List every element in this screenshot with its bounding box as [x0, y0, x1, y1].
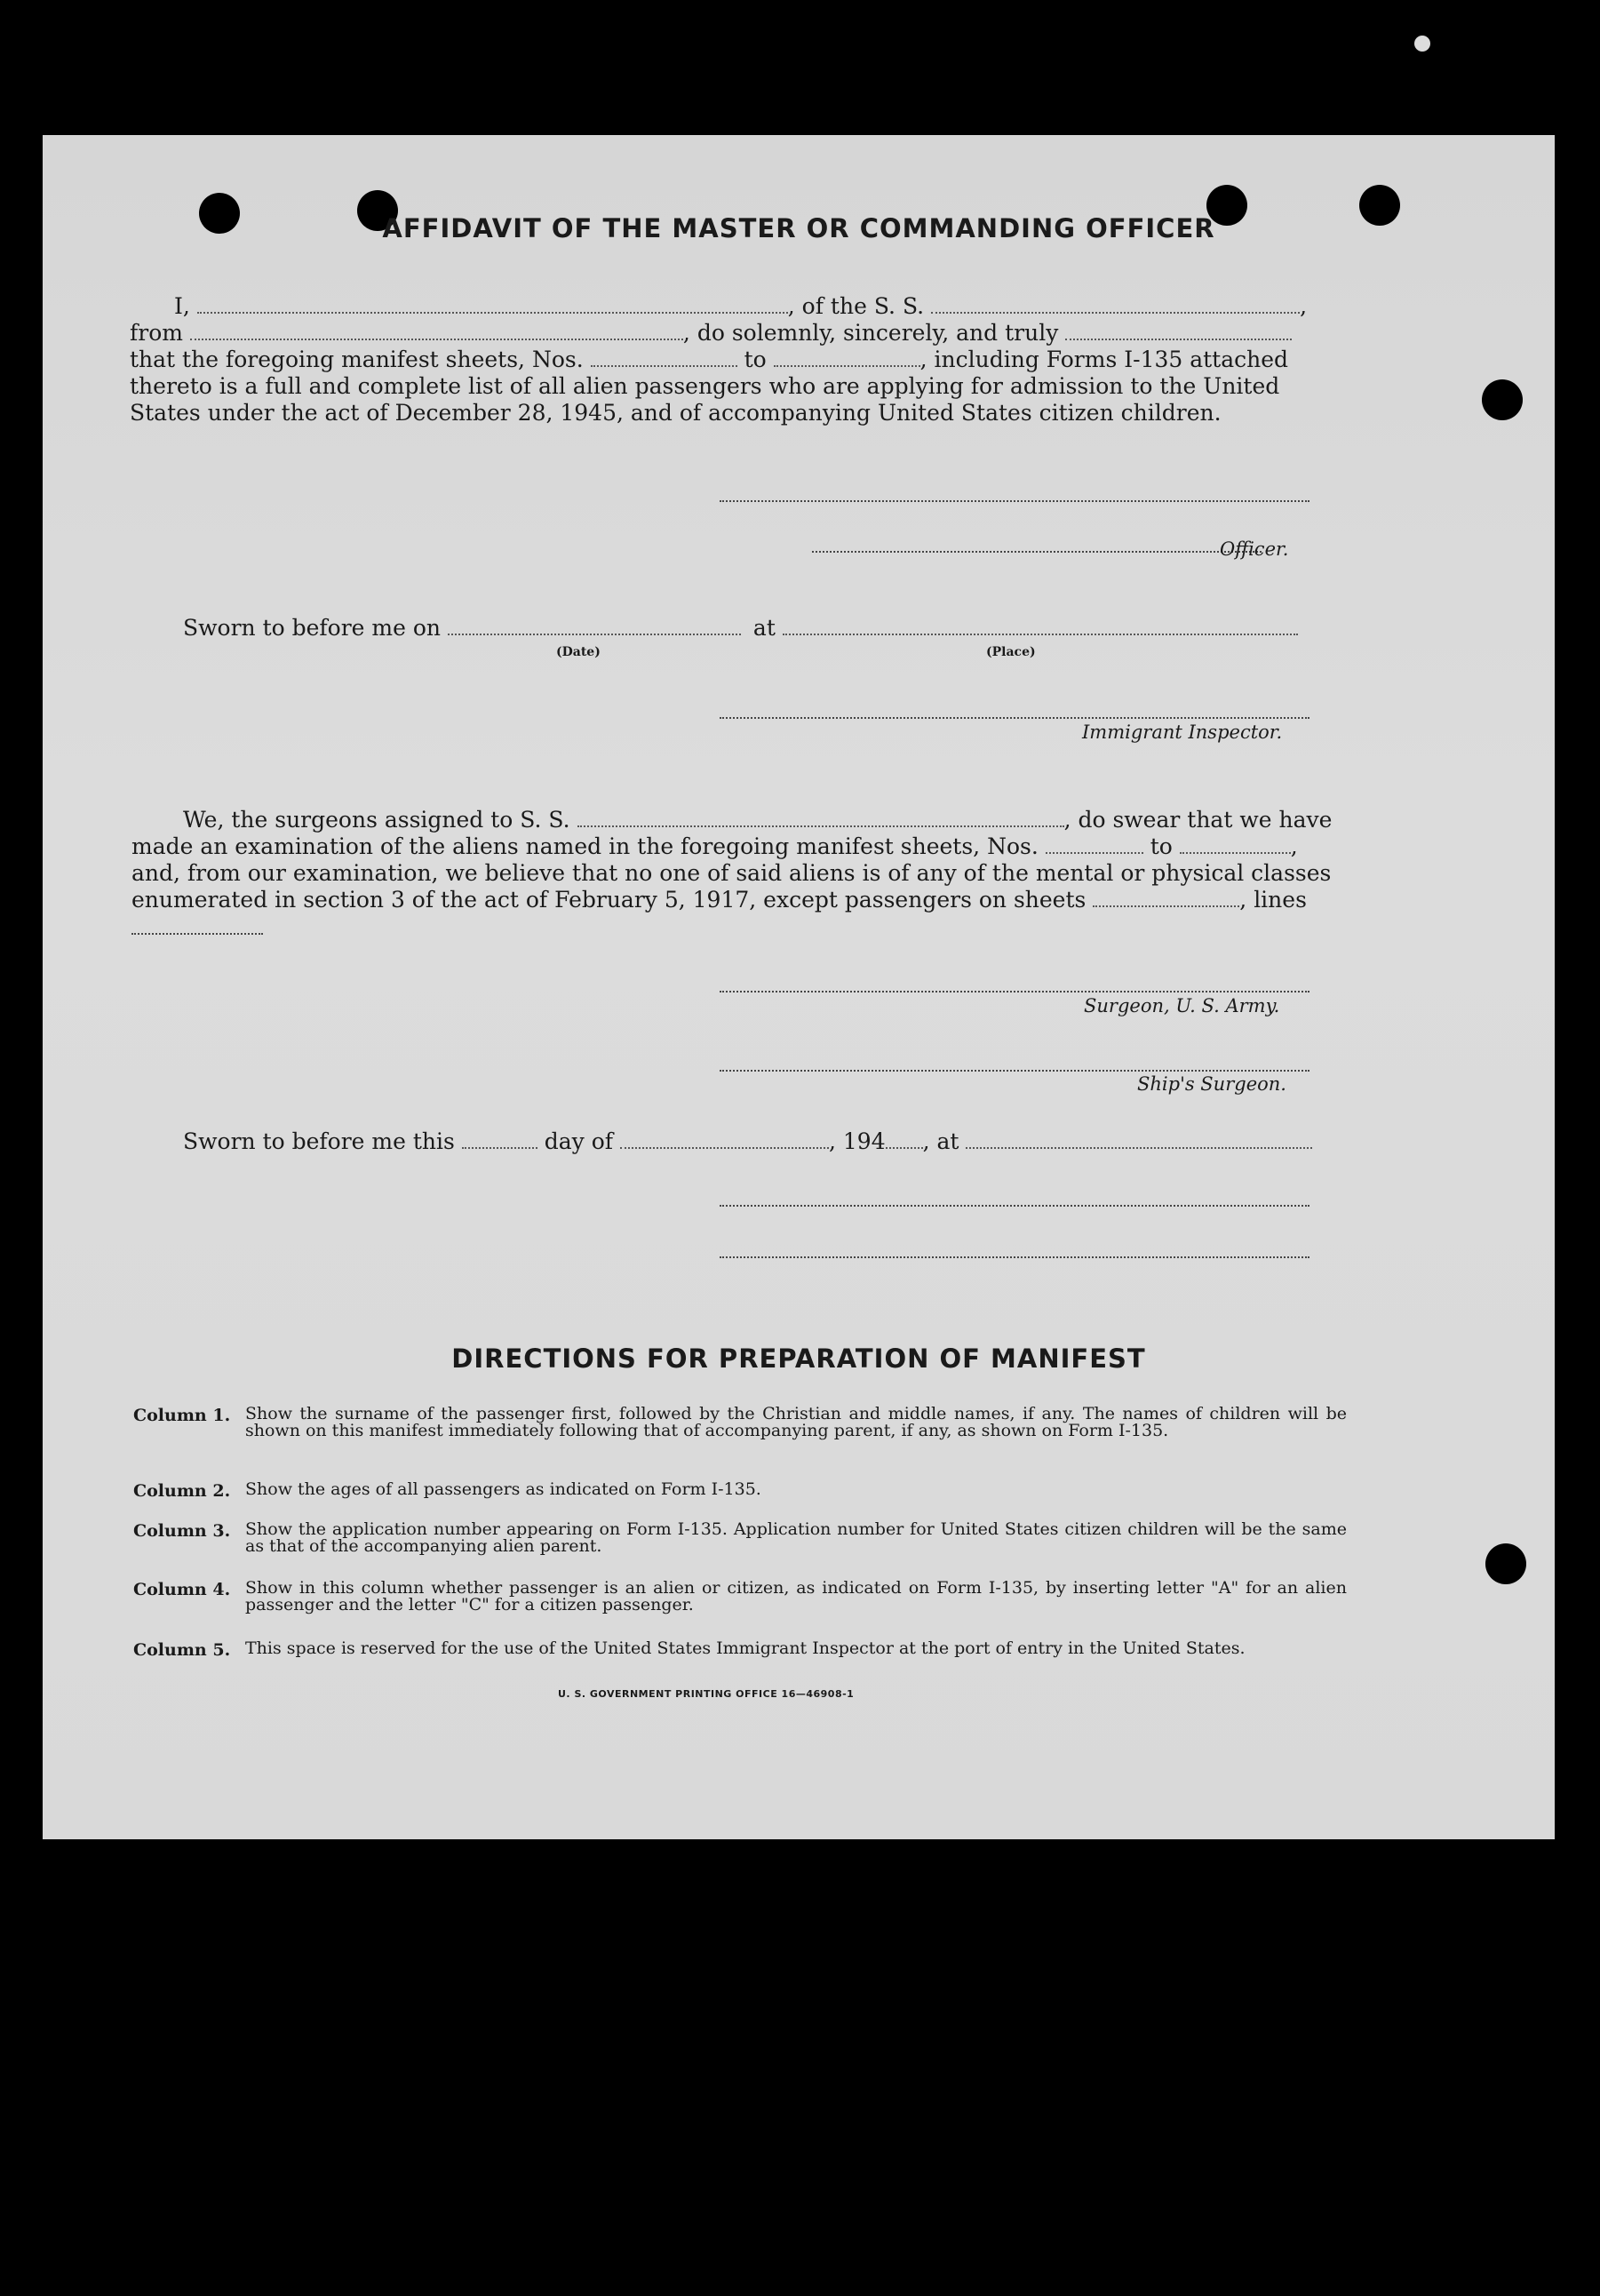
- sheet-to-field[interactable]: [774, 349, 920, 367]
- date-caption: (Date): [556, 645, 601, 659]
- para1-line5: States under the act of December 28, 1945, and of accompanying United States citizen children.: [130, 400, 1222, 426]
- enumerated-label: enumerated in section 3 of the act of February 5, 1917, except passengers on sheets: [131, 887, 1087, 913]
- para2-line2: made an examination of the aliens named in the foregoing manifest sheets, Nos. to ,: [131, 833, 1298, 859]
- sworn2-signature-line[interactable]: [720, 1205, 1309, 1207]
- sworn-place-field[interactable]: [783, 618, 1298, 635]
- exam-sheet-to-field[interactable]: [1180, 836, 1291, 854]
- column5-label: Column 5.: [133, 1640, 231, 1660]
- exception-lines-field[interactable]: [131, 933, 263, 935]
- printer-imprint: U. S. GOVERNMENT PRINTING OFFICE 16—46908-1: [558, 1688, 855, 1700]
- ship-name-field[interactable]: [931, 296, 1300, 314]
- sworn1-at: at: [752, 615, 776, 641]
- column4-text: Show in this column whether passenger is an alien or citizen, as indicated on Form I-135, by inserting letter "A" for an alien passenger and the letter "C" for a citizen passenger.: [245, 1578, 1347, 1614]
- punch-hole: [1482, 379, 1523, 420]
- to-label: to: [744, 347, 767, 372]
- of-ss-label: , of the S. S.: [787, 293, 925, 319]
- including-label: , including Forms I-135 attached: [919, 347, 1289, 372]
- column3-text: Show the application number appearing on Form I-135. Application number for United States citizen children will be the same as that of the accompanying alien parent.: [245, 1519, 1347, 1556]
- from-field[interactable]: [190, 323, 683, 340]
- officer-signature-line[interactable]: [720, 500, 1309, 502]
- made-label: made an examination of the aliens named in the foregoing manifest sheets, Nos.: [131, 833, 1039, 859]
- day-of-label: day of: [544, 1128, 614, 1154]
- para1-line3: [130, 347, 1288, 372]
- sworn2-year-field[interactable]: [886, 1131, 923, 1149]
- inspector-signature-line[interactable]: [720, 717, 1309, 719]
- punch-hole: [1485, 1543, 1526, 1584]
- ship-surgeon-label: Ship's Surgeon.: [1137, 1073, 1286, 1095]
- scan-speck: [1414, 36, 1430, 52]
- para2-line4: [131, 887, 1307, 913]
- army-surgeon-signature-line[interactable]: [720, 991, 1309, 993]
- para1-line4: thereto is a full and complete list of all alien passengers who are applying for admission to the United: [130, 373, 1280, 399]
- officer-title-line[interactable]: [812, 551, 1262, 553]
- sworn2-line: [183, 1128, 1312, 1154]
- sworn2-at: , at: [922, 1128, 959, 1154]
- column2-text: Show the ages of all passengers as indicated on Form I-135.: [245, 1479, 761, 1499]
- surgeons-label: We, the surgeons assigned to S. S.: [183, 807, 570, 833]
- sworn2-title-line[interactable]: [720, 1256, 1309, 1258]
- truly-field[interactable]: [1065, 323, 1292, 340]
- foregoing-label: that the foregoing manifest sheets, Nos.: [130, 347, 584, 372]
- column1-text: Show the surname of the passenger first, followed by the Christian and middle names, if any. The names of children will be shown on this manifest immediately following that of accompanying parent, if any, as shown on Form I-135.: [245, 1404, 1347, 1440]
- surgeon-army-label: Surgeon, U. S. Army.: [1084, 995, 1280, 1016]
- affidavit-title: AFFIDAVIT OF THE MASTER OR COMMANDING OFFICER: [382, 213, 1215, 243]
- para1-line2: [130, 320, 1292, 346]
- exception-sheets-field[interactable]: [1093, 889, 1239, 907]
- sworn2-day-field[interactable]: [462, 1131, 537, 1149]
- year-label: , 194: [829, 1128, 886, 1154]
- sworn-date-field[interactable]: [448, 618, 741, 635]
- officer-name-field[interactable]: [197, 296, 788, 314]
- column1-label: Column 1.: [133, 1406, 231, 1425]
- from-label: from: [130, 320, 183, 346]
- column5-text: This space is reserved for the use of the United States Immigrant Inspector at the port of entry in the United States.: [245, 1638, 1246, 1658]
- ship-surgeon-signature-line[interactable]: [720, 1070, 1309, 1072]
- sworn2-month-field[interactable]: [620, 1131, 829, 1149]
- sheet-from-field[interactable]: [591, 349, 737, 367]
- para2-line1: [183, 807, 1332, 833]
- inspector-label: Immigrant Inspector.: [1082, 721, 1283, 743]
- column4-label: Column 4.: [133, 1580, 231, 1599]
- sworn2-text: Sworn to before me this: [183, 1128, 455, 1154]
- swear-label: , do swear that we have: [1063, 807, 1333, 833]
- surgeon-ship-field[interactable]: [577, 809, 1064, 827]
- exam-sheet-from-field[interactable]: [1046, 836, 1143, 854]
- sworn1-text: Sworn to before me on: [183, 615, 442, 641]
- form-page: [43, 135, 1555, 1839]
- column2-label: Column 2.: [133, 1481, 231, 1501]
- exam-to-label: to: [1150, 833, 1173, 859]
- place-caption: (Place): [986, 645, 1036, 659]
- sworn1-line: [183, 615, 1298, 641]
- para1-line1: I, , of the S. S. ,: [174, 293, 1308, 319]
- lines-label: , lines: [1239, 887, 1307, 913]
- sworn2-place-field[interactable]: [966, 1131, 1312, 1149]
- solemnly-label: , do solemnly, sincerely, and truly: [682, 320, 1059, 346]
- para2-line3: and, from our examination, we believe that no one of said aliens is of any of the mental or physical classes: [131, 860, 1332, 886]
- column3-label: Column 3.: [133, 1521, 231, 1541]
- officer-label: Officer.: [1220, 538, 1289, 560]
- i-label: I,: [174, 293, 190, 319]
- directions-title: DIRECTIONS FOR PREPARATION OF MANIFEST: [451, 1343, 1146, 1374]
